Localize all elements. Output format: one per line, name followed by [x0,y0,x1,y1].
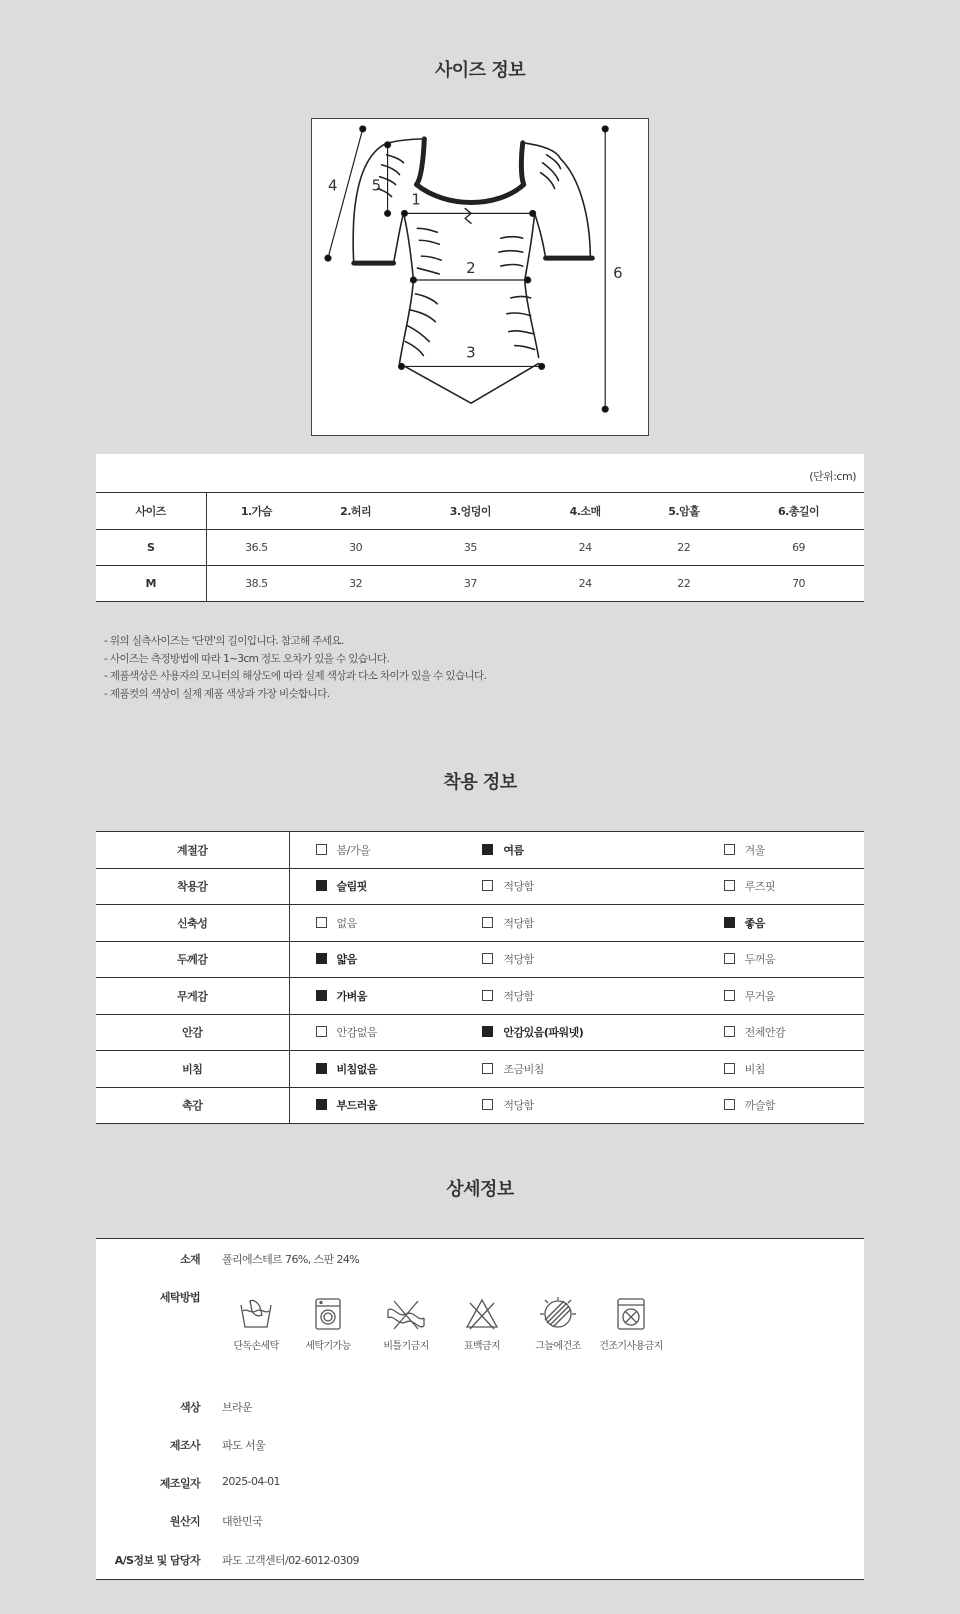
manufacture-date-label: 제조일자 [159,1477,200,1490]
size-cell: 22 [634,565,733,601]
fit-row [96,868,864,905]
fit-option-label: 적당함 [503,989,534,1003]
size-cell: 69 [733,529,864,565]
wash-label-text: 그늘에건조 [535,1341,581,1352]
fit-row [96,978,864,1015]
maker-value: 파도 서울 [222,1439,266,1452]
size-cell: 38.5 [206,565,306,601]
fit-option [289,1087,456,1124]
fit-option [456,941,697,978]
shade-dry-icon [539,1297,577,1331]
fit-option [289,905,456,942]
detail-table [96,1238,864,1580]
fit-section-title: 착용 정보 [443,772,517,793]
fit-option-label: 없음 [336,916,357,930]
fit-option-label: 무거움 [744,989,775,1003]
no-tumble-dry-icon [613,1297,649,1331]
fit-option [698,832,864,869]
size-header-cell: 6.총길이 [733,493,864,529]
checked-box-icon [316,880,327,891]
size-row-s [96,529,864,565]
washing-machine-icon [310,1297,346,1331]
diagram-number-4: 4 [327,176,338,195]
size-table-header [96,493,864,529]
wash-label: 세탁방법 [159,1291,200,1304]
garment-measurement-diagram [311,118,649,436]
unchecked-box-icon [316,917,327,928]
diagram-number-6: 6 [613,263,623,282]
fit-option [289,868,456,905]
fit-option-label: 안감있음(파워넷) [503,1026,584,1040]
size-header-cell: 5.암홀 [634,493,733,529]
color-value: 브라운 [222,1401,253,1414]
fit-option [456,1014,697,1051]
fit-option [698,1014,864,1051]
fit-row-label: 계절감 [96,832,289,869]
fit-row [96,905,864,942]
diagram-number-5: 5 [371,176,382,195]
unchecked-box-icon [724,1099,735,1110]
fit-row-label: 비침 [96,1051,289,1088]
fit-option-label: 두꺼움 [744,953,775,967]
fit-option [698,1087,864,1124]
size-cell: 30 [306,529,405,565]
note-line: - 사이즈는 측정방법에 따라 1~3cm 정도 오차가 있을 수 있습니다. [104,652,390,665]
fit-option [698,978,864,1015]
size-header-cell: 1.가슴 [206,493,306,529]
fit-row-label: 촉감 [96,1087,289,1124]
size-cell: S [96,529,206,565]
fit-row-label: 신축성 [96,905,289,942]
unchecked-box-icon [482,953,493,964]
wash-item [283,1297,373,1352]
size-cell: 24 [536,529,635,565]
diagram-number-3: 3 [466,343,476,362]
as-info-label: A/S정보 및 담당자 [114,1554,200,1567]
no-wring-icon [386,1297,426,1331]
material-value: 폴리에스테르 76%, 스판 24% [222,1253,360,1266]
size-cell: 70 [733,565,864,601]
fit-option-label: 여름 [503,843,524,857]
checked-box-icon [482,1026,493,1037]
fit-option-label: 전체안감 [744,1026,786,1040]
unchecked-box-icon [724,990,735,1001]
fit-row-label: 착용감 [96,868,289,905]
fit-option [289,1014,456,1051]
checked-box-icon [316,1099,327,1110]
fit-option [698,941,864,978]
size-header-cell: 사이즈 [96,493,206,529]
color-label: 색상 [179,1401,200,1414]
fit-option [456,978,697,1015]
size-cell: 24 [536,565,635,601]
size-cell: 22 [634,529,733,565]
fit-option [456,832,697,869]
fit-option-label: 루즈핏 [744,880,775,894]
hand-wash-icon [238,1297,274,1331]
fit-row [96,1051,864,1088]
diagram-number-1: 1 [411,190,421,209]
size-cell: 32 [306,565,405,601]
note-line: - 제품컷의 색상이 실제 제품 색상과 가장 비슷합니다. [104,687,330,700]
fit-option [698,1051,864,1088]
no-bleach-icon [464,1297,500,1331]
fit-option-label: 안감없음 [336,1026,378,1040]
unchecked-box-icon [316,1026,327,1037]
unchecked-box-icon [482,917,493,928]
origin-label: 원산지 [169,1515,200,1528]
fit-row-label: 안감 [96,1014,289,1051]
checked-box-icon [724,917,735,928]
fit-table [96,831,864,1124]
wash-label-text: 세탁기가능 [305,1341,351,1352]
wash-label-text: 건조기사용금지 [599,1341,663,1352]
wash-label-text: 비틀기금지 [383,1341,429,1352]
size-header-cell: 2.허리 [306,493,405,529]
fit-option-label: 조금비침 [503,1062,544,1076]
as-info-value: 파도 고객센터/02-6012-0309 [222,1554,359,1567]
unit-label: (단위:cm) [96,454,864,493]
diagram-number-2: 2 [466,259,476,278]
unchecked-box-icon [724,953,735,964]
fit-option-label: 봄/가을 [336,843,371,857]
fit-option [456,905,697,942]
unchecked-box-icon [724,1026,735,1037]
fit-option-label: 적당함 [503,916,534,930]
size-row-m [96,565,864,601]
fit-option-label: 슬림핏 [336,880,367,894]
size-cell: M [96,565,206,601]
fit-row [96,1087,864,1124]
size-section-title: 사이즈 정보 [434,60,526,81]
note-line: - 제품색상은 사용자의 모니터의 해상도에 따라 실제 색상과 다소 차이가 있을 수 있습니다. [104,670,487,682]
size-cell: 37 [405,565,536,601]
fit-option [289,978,456,1015]
unchecked-box-icon [482,990,493,1001]
wash-label-text: 표백금지 [463,1341,501,1352]
unchecked-box-icon [316,844,327,855]
fit-option [456,1087,697,1124]
unchecked-box-icon [482,1063,493,1074]
detail-section-title: 상세정보 [446,1179,514,1200]
fit-option-label: 가벼움 [336,989,367,1003]
fit-option [456,1051,697,1088]
fit-option [289,941,456,978]
fit-option-label: 까슬함 [744,1099,775,1113]
size-cell: 36.5 [206,529,306,565]
fit-option [456,868,697,905]
unchecked-box-icon [724,880,735,891]
maker-label: 제조사 [169,1439,200,1452]
unchecked-box-icon [724,844,735,855]
fit-option [289,1051,456,1088]
checked-box-icon [316,1063,327,1074]
size-cell: 35 [405,529,536,565]
manufacture-date-value: 2025-04-01 [222,1475,280,1488]
fit-row-label: 두께감 [96,941,289,978]
unchecked-box-icon [724,1063,735,1074]
fit-option-label: 겨울 [744,843,765,857]
unchecked-box-icon [482,1099,493,1110]
size-header-cell: 3.엉덩이 [405,493,536,529]
checked-box-icon [316,990,327,1001]
checked-box-icon [316,953,327,964]
fit-row [96,1014,864,1051]
fit-row-label: 무게감 [96,978,289,1015]
fit-option [698,868,864,905]
size-notes [104,633,486,703]
fit-option-label: 적당함 [503,953,534,967]
fit-row [96,832,864,869]
fit-option-label: 얇음 [336,953,357,967]
fit-option-label: 비침없음 [336,1062,378,1076]
fit-row [96,941,864,978]
fit-option-label: 좋음 [744,916,765,930]
wash-label-text: 단독손세탁 [233,1341,279,1352]
wash-item [586,1297,676,1352]
material-label: 소재 [179,1253,200,1266]
fit-option [698,905,864,942]
origin-value: 대한민국 [222,1515,263,1528]
unchecked-box-icon [482,880,493,891]
fit-option-label: 비침 [744,1062,765,1076]
size-table-container [96,454,864,602]
fit-option-label: 적당함 [503,880,534,894]
fit-option-label: 부드러움 [336,1099,378,1113]
size-table [96,493,864,602]
fit-option [289,832,456,869]
fit-option-label: 적당함 [503,1099,534,1113]
size-header-cell: 4.소매 [536,493,635,529]
note-line: - 위의 실측사이즈는 '단면'의 길이입니다. 참고해 주세요. [104,635,344,647]
checked-box-icon [482,844,493,855]
